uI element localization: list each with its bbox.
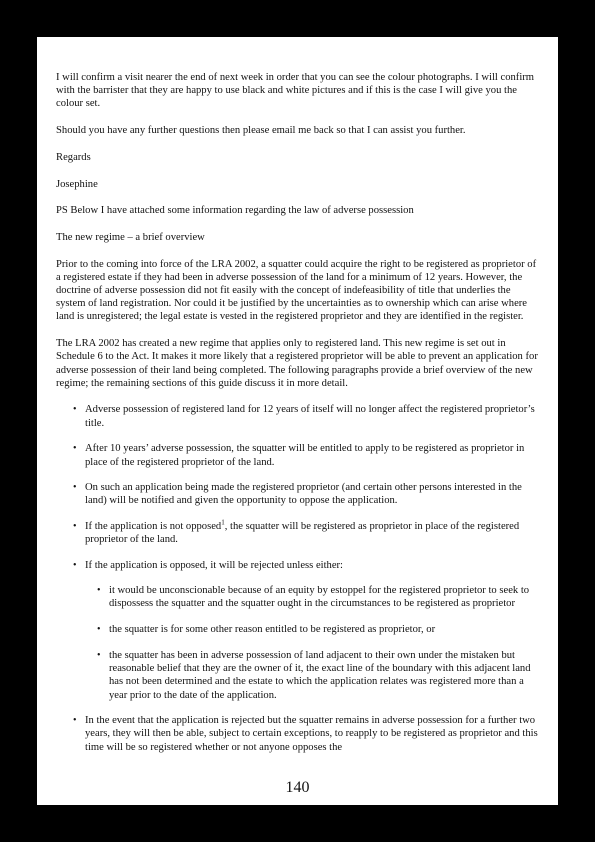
bullet-item: [56, 442, 542, 468]
bullet-glyph: •: [97, 624, 101, 636]
bullet-glyph: •: [73, 482, 77, 494]
bullet-item: [56, 403, 542, 429]
sub-bullet-item: [85, 584, 542, 610]
footnote-marker[interactable]: 1: [221, 518, 225, 527]
bullet-glyph: •: [73, 715, 77, 727]
sub-bullet-text: the squatter has been in adverse possession of land adjacent to their own under the mistaken but reasonable belief that they are the owner of it, the exact line of the boundary with this adjacent land has not been determined and the estate to which the application relates was registered more than a year prior to the date of the application.: [109, 649, 531, 701]
letter-paragraph-visit: I will confirm a visit nearer the end of next week in order that you can see the colour photographs. I will confirm with the barrister that they are happy to use black and white pictures and if this is the case I will give you the colour set.: [56, 72, 535, 110]
bullet-item: [56, 520, 542, 546]
bullet-text-end: , the squatter will be registered as proprietor in place of the registered proprietor of the land.: [85, 521, 520, 546]
sub-bullet-text: it would be unconscionable because of an equity by estoppel for the registered proprietor to seek to dispossess the squatter and the squatter ought in the circumstances to be registered as proprietor: [109, 585, 530, 610]
letter-regards: Regards: [56, 151, 91, 163]
document-page: [37, 37, 558, 805]
bullet-item: [56, 559, 542, 702]
page-content: [56, 71, 542, 766]
sub-bullet-item: [85, 649, 542, 702]
page-number: 140: [285, 779, 310, 796]
overview-paragraph-history: Prior to the coming into force of the LRA 2002, a squatter could acquire the right to be registered as proprietor of a registered estate if they had been in adverse possession of the land for a minimum of 12 years. However, the doctrine of adverse possession did not fit easily with the concept of indefeasibility of title that underlies the system of land registration. Nor could it be justified by the uncertainties as to ownership which can arise where land is unregistered; the legal estate is vested in the registered proprietor and they are identified in the register.: [56, 258, 537, 323]
bullet-glyph: •: [73, 521, 77, 533]
bullet-glyph: •: [97, 585, 101, 597]
overview-paragraph-new-regime: The LRA 2002 has created a new regime that applies only to registered land. This new regime is set out in Schedule 6 to the Act. It makes it more likely that a registered proprietor will be able to prevent an application for adverse possession of their land being completed. The following paragraphs provide a brief overview of the new regime; the remaining sections of this guide discuss it in more detail.: [56, 338, 538, 389]
regime-bullet-list: [56, 403, 542, 753]
bullet-glyph: •: [73, 404, 77, 416]
letter-paragraph-questions: Should you have any further questions then please email me back so that I can assist you further.: [56, 125, 466, 137]
section-heading: The new regime – a brief overview: [56, 231, 205, 243]
letter-signoff: Josephine: [56, 178, 98, 190]
sub-bullet-item: [85, 623, 542, 636]
bullet-text-start: If the application is not opposed: [85, 521, 222, 533]
bullet-glyph: •: [97, 649, 101, 661]
bullet-item: [56, 714, 542, 754]
sub-bullet-list: [85, 584, 542, 701]
letter-postscript: PS Below I have attached some information regarding the law of adverse possession: [56, 205, 414, 217]
bullet-glyph: •: [73, 443, 77, 455]
bullet-text: After 10 years’ adverse possession, the squatter will be entitled to apply to be registered as proprietor in place of the registered proprietor of the land.: [85, 443, 525, 468]
bullet-text: If the application is opposed, it will be rejected unless either:: [85, 560, 344, 572]
sub-bullet-text: the squatter is for some other reason entitled to be registered as proprietor, or: [109, 624, 436, 636]
bullet-item: [56, 481, 542, 507]
bullet-glyph: •: [73, 560, 77, 572]
bullet-text: In the event that the application is rejected but the squatter remains in adverse possession for a further two years, they will then be able, subject to certain exceptions, to reapply to be registered as proprietor and this time will be so registered whether or not anyone opposes the: [85, 715, 538, 753]
bullet-text: On such an application being made the registered proprietor (and certain other persons interested in the land) will be notified and given the opportunity to oppose the application.: [85, 482, 522, 507]
bullet-text: Adverse possession of registered land for 12 years of itself will no longer affect the registered proprietor’s title.: [85, 404, 535, 429]
